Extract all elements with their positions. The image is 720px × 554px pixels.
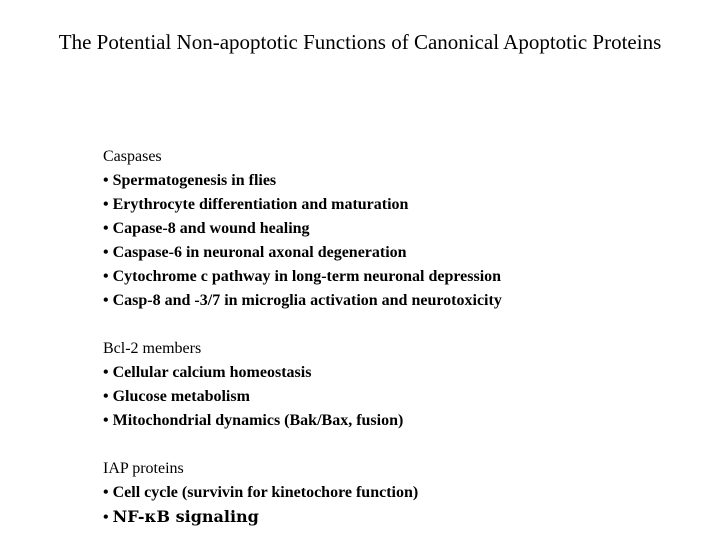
list-item-text: Spermatogenesis in flies <box>112 172 277 189</box>
list-item-text: Mitochondrial dynamics (Bak/Bax, fusion) <box>112 412 404 429</box>
list-item <box>103 481 703 505</box>
list-item-text: Capase-8 and wound healing <box>112 220 310 237</box>
section-caspases <box>103 145 703 313</box>
list-item-text: Cell cycle (survivin for kinetochore function) <box>112 484 419 501</box>
section-heading: Bcl-2 members <box>103 340 202 357</box>
list-item <box>103 169 703 193</box>
slide-title: The Potential Non-apoptotic Functions of Canonical Apoptotic Proteins <box>58 30 662 54</box>
list-item-text: Casp-8 and -3/7 in microglia activation and neurotoxicity <box>112 292 502 309</box>
bullet-icon: • <box>103 292 109 309</box>
bullet-icon: • <box>103 412 109 429</box>
section-bcl2-members <box>103 337 703 433</box>
list-item <box>103 361 703 385</box>
bullet-icon: • <box>103 196 109 213</box>
list-item-text: Cytochrome c pathway in long-term neuronal depression <box>112 268 502 285</box>
list-item <box>103 217 703 241</box>
section-iap-proteins <box>103 457 703 530</box>
list-item <box>103 193 703 217</box>
section-heading: IAP proteins <box>103 460 184 477</box>
list-item <box>103 265 703 289</box>
bullet-icon: • <box>103 268 109 285</box>
bullet-icon: • <box>103 220 109 237</box>
bullet-icon: • <box>103 484 109 501</box>
list-item-text: Glucose metabolism <box>112 388 250 405</box>
list-item-text: NF-κB signaling <box>112 507 259 526</box>
bullet-icon: • <box>103 364 109 381</box>
slide-content <box>103 145 703 554</box>
list-item <box>103 241 703 265</box>
list-item-text: Erythrocyte differentiation and maturation <box>112 196 409 213</box>
bullet-icon: • <box>103 244 109 261</box>
list-item <box>103 409 703 433</box>
list-item <box>103 289 703 313</box>
list-item <box>103 385 703 409</box>
list-item-text: Cellular calcium homeostasis <box>112 364 312 381</box>
bullet-icon: • <box>103 388 109 405</box>
section-heading: Caspases <box>103 148 162 165</box>
bullet-icon: • <box>103 172 109 189</box>
list-item <box>103 505 703 530</box>
bullet-icon: • <box>103 509 109 526</box>
list-item-text: Caspase-6 in neuronal axonal degeneration <box>112 244 407 261</box>
